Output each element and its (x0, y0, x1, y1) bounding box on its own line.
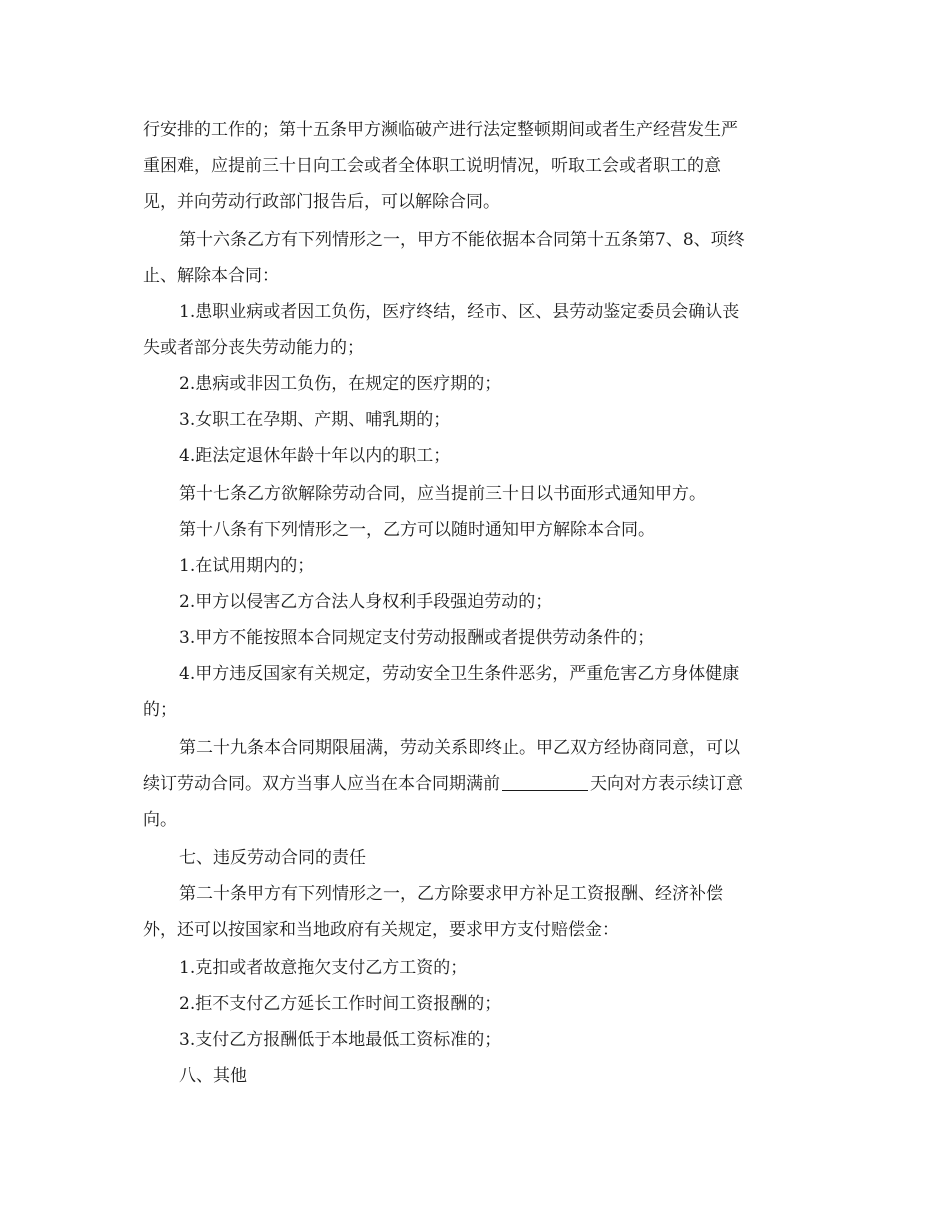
text-segment: 天向对方表示续订意 (590, 774, 743, 794)
text-segment: 续订劳动合同。双方当事人应当在本合同期满前 (143, 774, 500, 794)
list-item (143, 584, 803, 620)
text-line: 向。 (143, 810, 177, 830)
paragraph-article-29 (143, 730, 803, 838)
paragraph-article-17 (143, 476, 803, 512)
text-line: 见，并向劳动行政部门报告后，可以解除合同。 (143, 192, 500, 212)
text-line: 3.女职工在孕期、产期、哺乳期的； (179, 410, 451, 430)
text-line: 1.克扣或者故意拖欠支付乙方工资的； (179, 958, 468, 978)
text-line: 4.距法定退休年龄十年以内的职工； (179, 446, 451, 466)
paragraph (143, 112, 803, 220)
list-item (143, 294, 803, 366)
text-line (143, 766, 803, 802)
text-line: 的； (143, 700, 177, 720)
text-line: 八、其他 (179, 1066, 247, 1086)
text-line: 外，还可以按国家和当地政府有关规定，要求甲方支付赔偿金： (143, 920, 619, 940)
text-line: 第十六条乙方有下列情形之一，甲方不能依据本合同第十五条第7、8、项终 (179, 230, 745, 250)
text-line: 第二十九条本合同期限届满，劳动关系即终止。甲乙双方经协商同意，可以 (179, 738, 740, 758)
text-line: 3.支付乙方报酬低于本地最低工资标准的； (179, 1030, 502, 1050)
text-line: 1.在试用期内的； (179, 556, 315, 576)
text-line: 七、违反劳动合同的责任 (179, 848, 366, 868)
section-heading (143, 840, 803, 876)
text-line: 1.患职业病或者因工负伤，医疗终结，经市、区、县劳动鉴定委员会确认丧 (179, 302, 740, 322)
list-item (143, 402, 803, 438)
list-item (143, 1022, 803, 1058)
paragraph-article-16 (143, 222, 803, 294)
text-line: 第十八条有下列情形之一，乙方可以随时通知甲方解除本合同。 (179, 520, 655, 540)
paragraph-article-18 (143, 512, 803, 548)
list-item (143, 548, 803, 584)
fill-in-blank (502, 772, 588, 791)
text-line: 重困难，应提前三十日向工会或者全体职工说明情况，听取工会或者职工的意 (143, 156, 721, 176)
list-item (143, 950, 803, 986)
text-line: 止、解除本合同： (143, 266, 279, 286)
paragraph-article-20 (143, 876, 803, 948)
text-line: 2.拒不支付乙方延长工作时间工资报酬的； (179, 994, 502, 1014)
text-line: 第十七条乙方欲解除劳动合同，应当提前三十日以书面形式通知甲方。 (179, 484, 706, 504)
text-line: 第二十条甲方有下列情形之一，乙方除要求甲方补足工资报酬、经济补偿 (179, 884, 723, 904)
text-line: 2.患病或非因工负伤，在规定的医疗期的； (179, 374, 502, 394)
list-item (143, 620, 803, 656)
text-line: 失或者部分丧失劳动能力的； (143, 338, 364, 358)
list-item (143, 366, 803, 402)
text-line: 4.甲方违反国家有关规定，劳动安全卫生条件恶劣，严重危害乙方身体健康 (179, 664, 740, 684)
list-item (143, 438, 803, 474)
text-line: 行安排的工作的；第十五条甲方濒临破产进行法定整顿期间或者生产经营发生严 (143, 120, 738, 140)
list-item (143, 656, 803, 728)
text-line: 3.甲方不能按照本合同规定支付劳动报酬或者提供劳动条件的； (179, 628, 655, 648)
section-heading (143, 1058, 803, 1094)
list-item (143, 986, 803, 1022)
text-line: 2.甲方以侵害乙方合法人身权利手段强迫劳动的； (179, 592, 553, 612)
